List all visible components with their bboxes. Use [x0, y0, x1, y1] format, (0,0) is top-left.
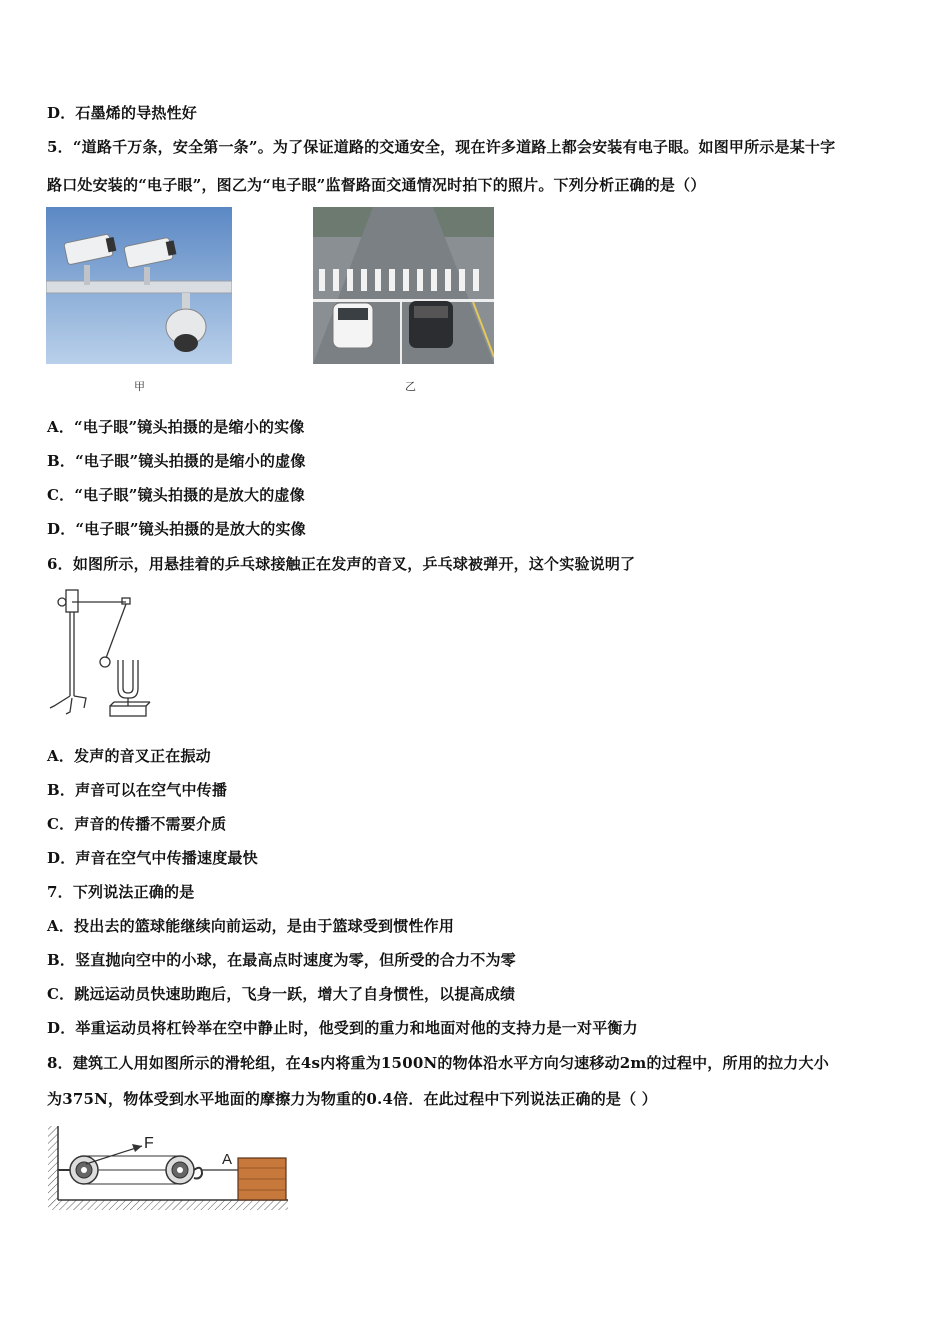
q8-stem-line2: 为375N，物体受到水平地面的摩擦力为物重的0.4倍．在此过程中下列说法正确的是（ ） — [47, 1090, 657, 1108]
q7-stem: 7．下列说法正确的是 — [47, 883, 195, 901]
road-photo-figure — [313, 207, 494, 364]
caption-jia: 甲 — [134, 380, 145, 393]
q6-option-a: A．发声的音叉正在振动 — [47, 747, 211, 765]
q7-option-a: A．投出去的篮球能继续向前运动，是由于篮球受到惯性作用 — [47, 917, 455, 935]
camera-photo-figure — [46, 207, 232, 364]
q6-option-b: B．声音可以在空气中传播 — [47, 781, 228, 799]
q7-option-d: D．举重运动员将杠铃举在空中静止时，他受到的重力和地面对他的支持力是一对平衡力 — [47, 1019, 638, 1037]
q5-option-a: A．“电子眼”镜头拍摄的是缩小的实像 — [47, 418, 305, 436]
pulley-system-figure — [46, 1124, 290, 1214]
q5-option-d: D．“电子眼”镜头拍摄的是放大的实像 — [47, 520, 306, 538]
q6-option-c: C．声音的传播不需要介质 — [47, 815, 227, 833]
q7-option-b: B．竖直抛向空中的小球，在最高点时速度为零，但所受的合力不为零 — [47, 951, 516, 969]
q5-option-c: C．“电子眼”镜头拍摄的是放大的虚像 — [47, 486, 305, 504]
q6-stem: 6．如图所示，用悬挂着的乒乓球接触正在发声的音叉，乒乓球被弹开，这个实验说明了 — [47, 555, 636, 573]
q5-option-b: B．“电子眼”镜头拍摄的是缩小的虚像 — [47, 452, 306, 470]
q6-option-d: D．声音在空气中传播速度最快 — [47, 849, 258, 867]
q7-option-c: C．跳远运动员快速助跑后，飞身一跃，增大了自身惯性，以提高成绩 — [47, 985, 516, 1003]
q5-stem-line1: 5．“道路千万条，安全第一条”。为了保证道路的交通安全，现在许多道路上都会安装有电子眼。如图甲所示是某十字 — [47, 138, 836, 156]
tuning-fork-figure — [46, 588, 152, 720]
q8-stem-line1: 8．建筑工人用如图所示的滑轮组，在4s内将重为1500N的物体沿水平方向匀速移动2m的过程中，所用的拉力大小 — [47, 1054, 829, 1072]
q4-option-d: D．石墨烯的导热性好 — [47, 104, 198, 122]
q5-stem-line2: 路口处安装的“电子眼”，图乙为“电子眼”监督路面交通情况时拍下的照片。下列分析正确的是（） — [47, 176, 706, 194]
label-f: F — [144, 1135, 154, 1152]
label-a: A — [222, 1151, 233, 1168]
caption-yi: 乙 — [405, 380, 416, 393]
